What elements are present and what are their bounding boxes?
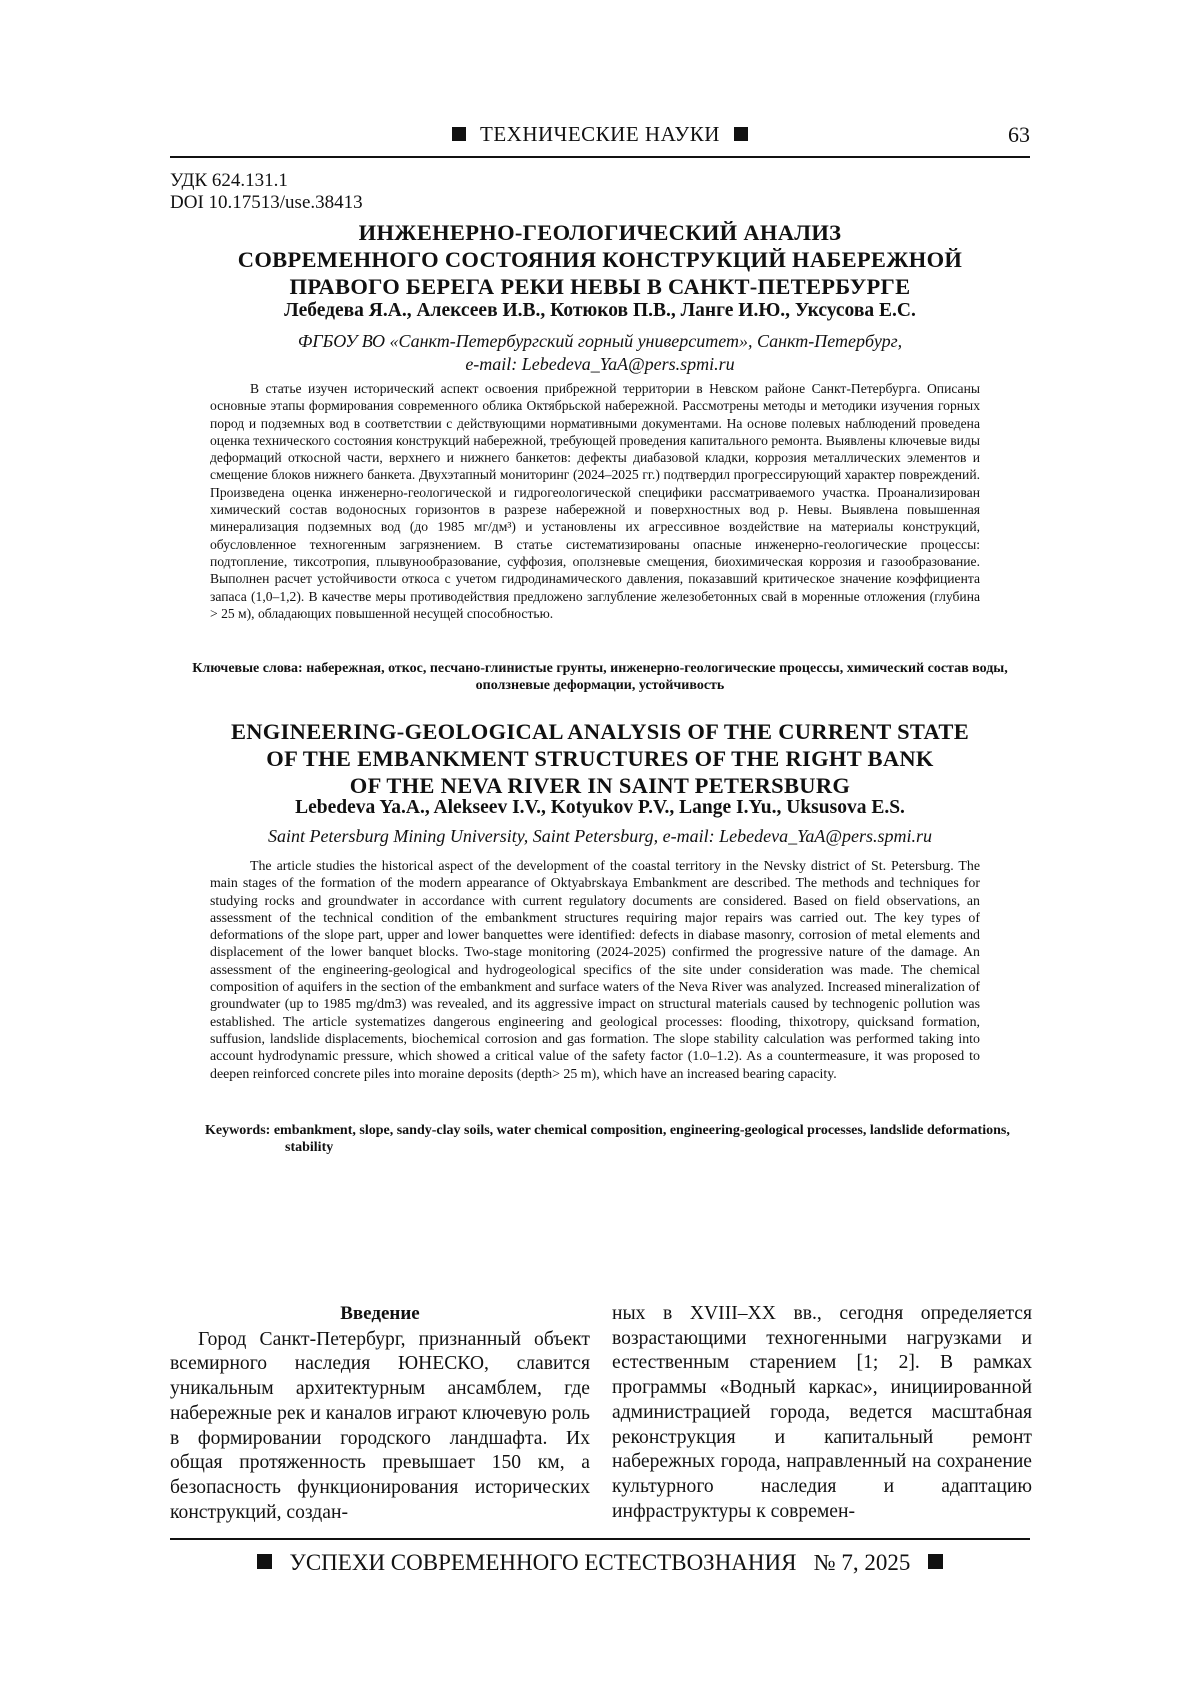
title-ru-line: СОВРЕМЕННОГО СОСТОЯНИЯ КОНСТРУКЦИЙ НАБЕРЕЖНОЙ [237, 247, 963, 272]
udc-code: УДК 624.131.1 [170, 170, 288, 191]
authors-ru: Лебедева Я.А., Алексеев И.В., Котюков П.В., Ланге И.Ю., Уксусова Е.С. [284, 300, 916, 321]
title-ru-line: ИНЖЕНЕРНО-ГЕОЛОГИЧЕСКИЙ АНАЛИЗ [358, 220, 842, 245]
journal-footer [170, 1550, 1030, 1576]
section-title: ТЕХНИЧЕСКИЕ НАУКИ [480, 122, 720, 146]
title-ru-line: ПРАВОГО БЕРЕГА РЕКИ НЕВЫ В САНКТ-ПЕТЕРБУРГЕ [289, 274, 911, 299]
page-number: 63 [1008, 122, 1030, 147]
authors-en: Lebedeva Ya.A., Alekseev I.V., Kotyukov P.V., Lange I.Yu., Uksusova E.S. [295, 797, 905, 818]
title-en-line: OF THE NEVA RIVER IN SAINT PETERSBURG [349, 773, 851, 798]
body-paragraph: Город Санкт-Петербург, признанный объект всемирного наследия ЮНЕСКО, славится уникальным архитектурным ансамблем, где набережные рек и каналов играют ключевую роль в формировании городского ландшафта. Их общая протяженность превышает 150 км, а безопасность функционирования исторических конструкций, создан- [170, 1328, 590, 1523]
doi: DOI 10.17513/use.38413 [170, 192, 363, 213]
abstract-en-text: The article studies the historical aspect of the development of the coastal territory in the Nevsky district of St. Petersburg. The main stages of the formation of the modern appearance of Oktyabrskaya Embankment are described. The methods and techniques for studying rocks and groundwater in accordance with current regulatory documents are considered. Based on field observations, an assessment of the technical condition of the embankment structures requiring major repairs was carried out. The key types of deformations of the slope part, upper and lower banquettes were identified: defects in diabase masonry, corrosion of metal elements and displacement of the lower banquet blocks. Two-stage monitoring (2024-2025) confirmed the progressive nature of the damage. An assessment of the engineering-geological and hydrogeological specifics of the site under consideration was made. The chemical composition of aquifers in the section of the embankment and surface waters of the Neva River was analyzed. Increased mineralization of groundwater (up to 1985 mg/dm3) was revealed, and its aggressive impact on structural materials caused by technogenic pollution was established. The article systematizes dangerous engineering and geological processes: flooding, thixotropy, quicksand formation, suffusion, landslide displacements, biochemical corrosion and gas formation. The slope stability calculation was performed taking into account hydrodynamic pressure, which showed a critical value of the safety factor (1.0–1.2). As a countermeasure, it was proposed to deepen reinforced concrete piles into moraine deposits (depth> 25 m), which have an increased bearing capacity. [210, 859, 980, 1082]
body-column-right [612, 1302, 1032, 1524]
title-en [170, 718, 1030, 799]
title-ru [170, 219, 1030, 300]
square-bullet-icon [452, 127, 466, 141]
abstract-ru [210, 380, 980, 622]
keywords-en: Keywords: embankment, slope, sandy-clay soils, water chemical composition, engineering-geological processes, landslide deformations, stability [205, 1123, 1010, 1155]
article-identifiers [170, 170, 363, 214]
title-en-line: OF THE EMBANKMENT STRUCTURES OF THE RIGHT BANK [266, 746, 934, 771]
affiliation-en: Saint Petersburg Mining University, Saint Petersburg, e-mail: Lebedeva_YaA@pers.spmi.ru [268, 826, 932, 846]
running-footer [170, 1538, 1030, 1590]
keywords-ru: Ключевые слова: набережная, откос, песчано-глинистые грунты, инженерно-геологические процессы, химический состав воды, оползневые деформации, устойчивость [192, 661, 1008, 693]
affiliation-ru [170, 330, 1030, 376]
abstract-en [210, 858, 980, 1083]
title-en-line: ENGINEERING-GEOLOGICAL ANALYSIS OF THE CURRENT STATE [230, 719, 970, 744]
abstract-ru-text: В статье изучен исторический аспект освоения прибрежной территории в Невском районе Санкт-Петербурга. Описаны основные этапы формирования современного облика Октябрьской набережной. Рассмотрены методы и методики изучения горных пород и подземных вод в соответствии с действующими нормативными документами. На основе полевых наблюдений проведена оценка технического состояния конструкций набережной, требующей проведения капитального ремонта. Выявлены ключевые виды деформаций откосной части, верхнего и нижнего банкетов: дефекты диабазовой кладки, коррозия металлических элементов и смещение блоков нижнего банкета. Двухэтапный мониторинг (2024–2025 гг.) подтвердил прогрессирующий характер повреждений. Произведена оценка инженерно-геологической и гидрогеологической специфики рассматриваемого участка. Проанализирован химический состав водоносных горизонтов в разрезе набережной и поверхностных вод р. Невы. Выявлена повышенная минерализация подземных вод (до 1985 мг/дм³) и установлены их агрессивное воздействие на материалы конструкций, обусловленное техногенным загрязнением. В статье систематизированы опасные инженерно-геологические процессы: подтопление, тиксотропия, плывунообразование, суффозия, оползневые смещения, биохимическая коррозия и газообразование. Выполнен расчет устойчивости откоса с учетом гидродинамического давления, показавший критическое значение коэффициента запаса (1,0–1,2). В качестве меры противодействия предложено заглубление железобетонных свай в моренные отложения (глубина > 25 м), обладающих повышенной несущей способностью. [210, 381, 980, 621]
issue-number: № 7, 2025 [813, 1550, 911, 1575]
body-paragraph: ных в XVIII–XX вв., сегодня определяется возрастающими техногенными нагрузками и естественным старением [1; 2]. В рамках программы «Водный каркас», инициированной администрацией города, ведется масштабная реконструкция и капитальный ремонт набережных города, направленный на сохранение культурного наследия и адаптацию инфраструктуры к современ- [612, 1303, 1032, 1522]
section-heading: Введение [340, 1303, 420, 1324]
square-bullet-icon [734, 127, 748, 141]
body-column-left [170, 1302, 590, 1525]
journal-name: УСПЕХИ СОВРЕМЕННОГО ЕСТЕСТВОЗНАНИЯ [289, 1550, 797, 1575]
running-header [170, 120, 1030, 158]
square-bullet-icon [928, 1554, 943, 1569]
affiliation-ru-text: ФГБОУ ВО «Санкт-Петербургский горный университет», Санкт-Петербург, [297, 331, 903, 351]
email-ru: e-mail: Lebedeva_YaA@pers.spmi.ru [465, 354, 735, 374]
square-bullet-icon [257, 1554, 272, 1569]
section-header [170, 122, 1030, 147]
